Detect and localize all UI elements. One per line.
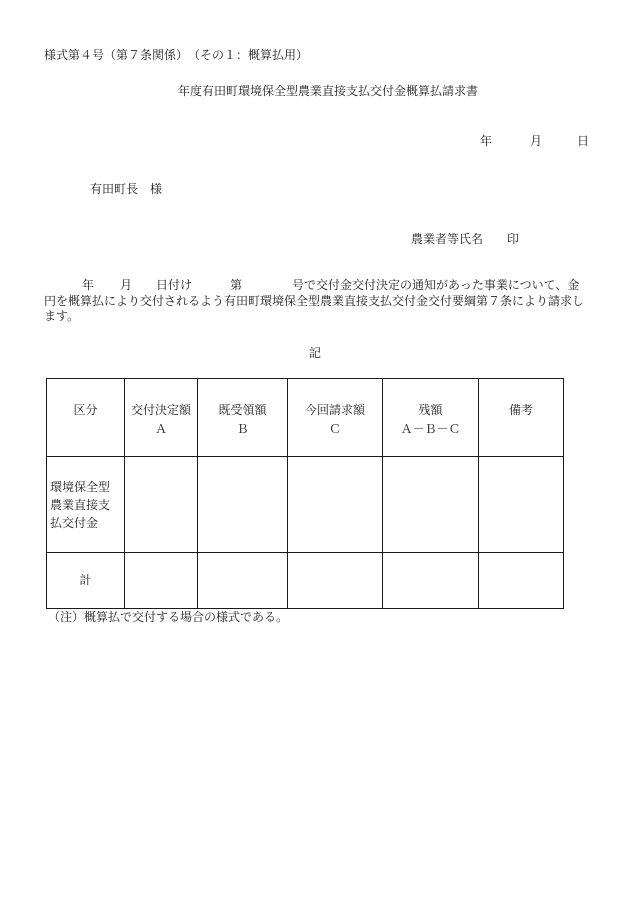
row-label-total: 計 (47, 553, 125, 609)
body-year-label: 年 (82, 278, 95, 292)
date-day-label: 日 (577, 134, 590, 148)
ki-heading: 記 (309, 346, 322, 360)
cell-remaining-amount[interactable] (383, 457, 479, 553)
cell-remarks[interactable] (479, 457, 564, 553)
body-line-3: ます。 (44, 309, 80, 323)
body-line-2: 円を概算払により交付されるよう有田町環境保全型農業直接支払交付金交付要綱第７条により請求し (44, 293, 585, 308)
header-sub-b: Ｂ (236, 422, 249, 436)
header-sub-a: Ａ (154, 422, 167, 436)
request-body-text (44, 278, 594, 325)
total-remarks[interactable] (479, 553, 564, 609)
row-label-grant: 環境保全型 農業直接支 払交付金 (47, 457, 125, 553)
header-decided-amount: 交付決定額 Ａ (125, 379, 198, 457)
body-line-1-tail: 号で交付金交付決定の通知があった事業について、金 (292, 278, 580, 292)
header-received-amount: 既受領額 Ｂ (198, 379, 288, 457)
header-sub-formula: Ａ－Ｂ－Ｃ (400, 422, 461, 436)
body-dated-label: 日付け (156, 278, 193, 292)
date-month-label: 月 (530, 134, 543, 148)
addressee: 有田町長 様 (90, 182, 163, 196)
date-year-label: 年 (480, 134, 493, 148)
table-row (47, 457, 564, 553)
total-decided-amount[interactable] (125, 553, 198, 609)
header-remarks: 備考 (479, 379, 564, 457)
table-header-row (47, 379, 564, 457)
total-received-amount[interactable] (198, 553, 288, 609)
header-current-request: 今回請求額 Ｃ (288, 379, 383, 457)
cell-current-request[interactable] (288, 457, 383, 553)
header-remaining-amount: 残額 Ａ－Ｂ－Ｃ (383, 379, 479, 457)
body-line-1 (44, 278, 594, 294)
applicant-name-seal: 農業者等氏名 印 (411, 232, 520, 246)
footnote: （注）概算払で交付する場合の様式である。 (48, 610, 289, 624)
request-amount-table (46, 378, 564, 609)
body-month-label: 月 (120, 278, 133, 292)
total-current-request[interactable] (288, 553, 383, 609)
body-number-prefix: 第 (230, 278, 243, 292)
document-title: 年度有田町環境保全型農業直接支払交付金概算払請求書 (178, 84, 479, 98)
header-category: 区分 (47, 379, 125, 457)
header-sub-c: Ｃ (328, 422, 341, 436)
form-number-label: 様式第４号（第７条関係） （その１：概算払用） (44, 48, 309, 62)
total-remaining-amount[interactable] (383, 553, 479, 609)
table-row-total (47, 553, 564, 609)
cell-decided-amount[interactable] (125, 457, 198, 553)
cell-received-amount[interactable] (198, 457, 288, 553)
